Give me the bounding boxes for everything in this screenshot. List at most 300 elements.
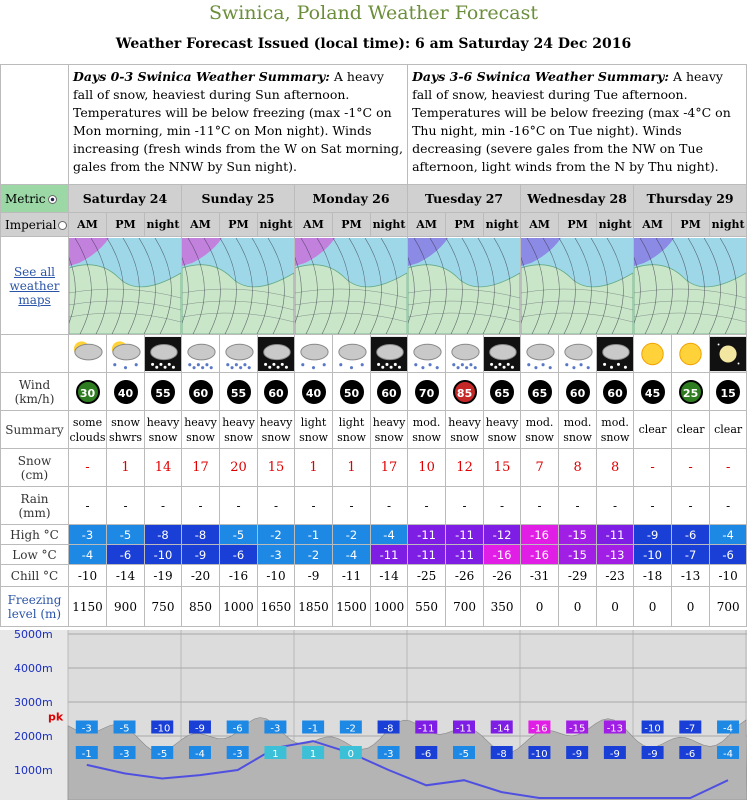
snow-cell-12: 7 [521, 449, 559, 487]
period-1: PM [107, 213, 145, 237]
summary-word-1: heavy [485, 415, 519, 429]
heavy-snow-icon [220, 336, 257, 372]
rain-unit-text: (mm) [18, 505, 51, 520]
peak-temp-value-9: -11 [418, 723, 435, 735]
summary-cell-8 [371, 411, 408, 449]
summary-cell-2 [145, 411, 182, 449]
rain-cell-11: - [484, 487, 521, 525]
peak-temp-value-13: -15 [568, 723, 586, 735]
rain-cell-7: - [333, 487, 371, 525]
period-4: PM [220, 213, 258, 237]
mod-snow-icon [408, 336, 445, 372]
snow-label [1, 449, 69, 487]
high-temp-cell-10: -11 [446, 525, 484, 545]
day-header-1: Sunday 25 [182, 185, 295, 213]
weather-icon-cell-9 [408, 335, 446, 373]
period-13: PM [559, 213, 597, 237]
mountain-profile-chart [0, 630, 747, 800]
summary-word-1: heavy [259, 415, 293, 429]
wind-arrow-icon: 15 [716, 380, 740, 404]
wind-arrow-icon: 25 [679, 380, 703, 404]
wind-arrow-icon: 65 [528, 380, 552, 404]
pressure-map-icon[interactable] [182, 238, 294, 334]
summary-right-title: Days 3-6 Swinica Weather Summary: [412, 69, 669, 84]
snow-cell-3: 17 [182, 449, 220, 487]
wind-cell-11 [484, 373, 521, 411]
base-temp-value-4: -3 [232, 749, 243, 760]
summary-word-2: snow [261, 430, 291, 444]
metric-toggle[interactable] [1, 185, 69, 213]
weather-icon-cell-3 [182, 335, 220, 373]
period-15: AM [634, 213, 672, 237]
period-6: AM [295, 213, 333, 237]
chill-cell-4: -16 [220, 565, 258, 587]
peak-temp-value-7: -2 [345, 723, 356, 735]
summary-word-2: snow [186, 430, 215, 444]
wind-cell-4 [220, 373, 258, 411]
base-temp-value-3: -4 [194, 749, 205, 760]
high-temp-label: High °C [1, 525, 69, 545]
summary-cell-0 [69, 411, 107, 449]
day-header-3: Tuesday 27 [408, 185, 521, 213]
forecast-table [0, 64, 747, 627]
high-temp-cell-16: -6 [672, 525, 710, 545]
period-0: AM [69, 213, 107, 237]
chill-cell-2: -19 [145, 565, 182, 587]
weather-icon-cell-10 [446, 335, 484, 373]
summary-word-2: snow [487, 430, 517, 444]
day-header-0: Saturday 24 [69, 185, 182, 213]
low-temp-cell-9: -11 [408, 545, 446, 565]
weather-map-2[interactable] [295, 237, 408, 335]
pressure-map-icon[interactable] [69, 238, 181, 334]
high-temp-cell-4: -5 [220, 525, 258, 545]
rain-label [1, 487, 69, 525]
snow-showers-icon [107, 336, 144, 372]
wind-unit-text: (km/h) [14, 391, 55, 406]
summary-word-2: snow [224, 430, 253, 444]
low-temp-cell-1: -6 [107, 545, 145, 565]
freezing-cell-2: 750 [145, 587, 182, 627]
weather-icon-cell-13 [559, 335, 597, 373]
wind-arrow-icon: 65 [490, 380, 514, 404]
summary-word-1: heavy [184, 415, 217, 429]
heavy-snow-icon [182, 336, 219, 372]
metric-radio-icon[interactable] [48, 195, 57, 204]
base-temp-value-9: -6 [421, 749, 432, 760]
summary-cell-1 [107, 411, 145, 449]
summary-word-1: clear [638, 423, 667, 436]
summary-word-1: heavy [222, 415, 255, 429]
chill-cell-5: -10 [258, 565, 295, 587]
high-temp-cell-5: -2 [258, 525, 295, 545]
wind-arrow-icon: 60 [264, 380, 288, 404]
high-temp-cell-2: -8 [145, 525, 182, 545]
period-5: night [258, 213, 295, 237]
chill-cell-8: -14 [371, 565, 408, 587]
low-temp-cell-11: -16 [484, 545, 521, 565]
freezing-cell-5: 1650 [258, 587, 295, 627]
light-snow-icon [295, 336, 332, 372]
weather-icon-cell-2 [145, 335, 182, 373]
snow-cell-6: 1 [295, 449, 333, 487]
summary-left-title: Days 0-3 Swinica Weather Summary: [73, 69, 330, 84]
high-temp-cell-8: -4 [371, 525, 408, 545]
summary-word-2: snow [412, 430, 441, 444]
freezing-label [1, 587, 69, 627]
peak-temp-value-6: -1 [308, 723, 319, 735]
peak-temp-value-0: -3 [81, 723, 92, 735]
base-temp-value-11: -8 [496, 749, 507, 760]
rain-cell-8: - [371, 487, 408, 525]
high-temp-cell-12: -16 [521, 525, 559, 545]
low-temp-cell-4: -6 [220, 545, 258, 565]
low-temp-cell-13: -15 [559, 545, 597, 565]
metric-label: Metric [5, 191, 46, 206]
summary-word-1: mod. [412, 415, 441, 429]
low-temp-cell-0: -4 [69, 545, 107, 565]
peak-temp-value-1: -5 [119, 723, 130, 735]
summary-cell-13 [559, 411, 597, 449]
summary-word-2: snow [525, 430, 554, 444]
weather-map-3[interactable] [408, 237, 521, 335]
rain-cell-15: - [634, 487, 672, 525]
altitude-tick-0: 5000m [14, 630, 53, 641]
summary-cell-4 [220, 411, 258, 449]
summary-word-2: snow [600, 430, 630, 444]
low-temp-cell-5: -3 [258, 545, 295, 565]
chill-cell-12: -31 [521, 565, 559, 587]
freezing-cell-10: 700 [446, 587, 484, 627]
wind-cell-8 [371, 373, 408, 411]
weather-icon-cell-14 [597, 335, 634, 373]
mod-snow-night-icon [597, 336, 633, 372]
high-temp-cell-0: -3 [69, 525, 107, 545]
high-temp-cell-9: -11 [408, 525, 446, 545]
chill-cell-9: -25 [408, 565, 446, 587]
wind-cell-9 [408, 373, 446, 411]
summary-cell-5 [258, 411, 295, 449]
period-3: AM [182, 213, 220, 237]
wind-arrow-icon: 70 [415, 380, 439, 404]
summary-right-text: A heavy fall of snow, heaviest during Tue afternoon. Temperatures will be below freezing (max -4°C on Thu night, min -16°C on Tue night). Winds decreasing (severe gales from the NW on Tue afternoon, light winds from the N by Thu night). [412, 69, 731, 174]
weather-map-5[interactable] [634, 237, 747, 335]
base-temp-value-6: 1 [309, 749, 317, 760]
snow-cell-9: 10 [408, 449, 446, 487]
base-temp-value-12: -10 [531, 749, 548, 760]
heavy-snow-night-icon [371, 336, 407, 372]
rain-cell-9: - [408, 487, 446, 525]
weather-icon-cell-0 [69, 335, 107, 373]
weather-icon-cell-15 [634, 335, 672, 373]
summary-word-1: heavy [146, 415, 180, 429]
high-temp-cell-1: -5 [107, 525, 145, 545]
peak-temp-value-14: -13 [606, 723, 624, 735]
period-16: PM [672, 213, 710, 237]
summary-left-text: A heavy fall of snow, heaviest during Sun afternoon. Temperatures will be below freezing (max -1°C on Mon morning, min -11°C on Mon night). Winds increasing (fresh winds from the W on Sat morning, gales from the NNW by Sun night). [73, 69, 403, 174]
high-temp-cell-14: -11 [597, 525, 634, 545]
wind-arrow-icon: 55 [151, 380, 175, 404]
summary-cell-11 [484, 411, 521, 449]
weather-icon-cell-1 [107, 335, 145, 373]
snow-cell-0: - [69, 449, 107, 487]
snow-cell-13: 8 [559, 449, 597, 487]
summary-days-0-3 [69, 65, 408, 185]
summary-word-1: mod. [563, 415, 592, 429]
freezing-cell-17: 700 [710, 587, 747, 627]
clear-moon-icon [710, 336, 746, 372]
pressure-map-icon[interactable] [295, 238, 407, 334]
low-temp-cell-17: -6 [710, 545, 747, 565]
wind-cell-6 [295, 373, 333, 411]
wind-arrow-icon: 60 [189, 380, 213, 404]
chill-cell-15: -18 [634, 565, 672, 587]
high-temp-cell-6: -1 [295, 525, 333, 545]
summary-cell-10 [446, 411, 484, 449]
low-temp-label: Low °C [1, 545, 69, 565]
peak-temp-value-17: -4 [723, 723, 734, 735]
rain-cell-3: - [182, 487, 220, 525]
base-temp-value-14: -9 [609, 749, 620, 760]
wind-cell-13 [559, 373, 597, 411]
imperial-label: Imperial [5, 217, 57, 232]
freezing-cell-7: 1500 [333, 587, 371, 627]
weather-icon-cell-7 [333, 335, 371, 373]
weather-icon-cell-17 [710, 335, 747, 373]
weather-map-0[interactable] [69, 237, 182, 335]
snow-cell-16: - [672, 449, 710, 487]
weather-map-4[interactable] [521, 237, 634, 335]
low-temp-cell-16: -7 [672, 545, 710, 565]
freezing-cell-8: 1000 [371, 587, 408, 627]
wind-arrow-icon: 45 [641, 380, 665, 404]
low-temp-cell-3: -9 [182, 545, 220, 565]
summary-cell-14 [597, 411, 634, 449]
summary-word-1: light [300, 415, 327, 429]
rain-cell-4: - [220, 487, 258, 525]
summary-word-2: snow [148, 430, 178, 444]
snow-cell-14: 8 [597, 449, 634, 487]
weather-map-1[interactable] [182, 237, 295, 335]
freezing-unit-text: level (m) [7, 606, 62, 621]
summary-word-1: clear [676, 423, 705, 436]
low-temp-cell-14: -13 [597, 545, 634, 565]
period-7: PM [333, 213, 371, 237]
period-12: AM [521, 213, 559, 237]
chill-cell-17: -10 [710, 565, 747, 587]
wind-label-text: Wind [18, 377, 51, 392]
summary-word-2: snow [337, 430, 366, 444]
freezing-cell-1: 900 [107, 587, 145, 627]
rain-cell-5: - [258, 487, 295, 525]
high-temp-cell-3: -8 [182, 525, 220, 545]
wind-cell-3 [182, 373, 220, 411]
maps-link-cell [1, 237, 69, 335]
chill-cell-0: -10 [69, 565, 107, 587]
freezing-cell-14: 0 [597, 587, 634, 627]
wind-arrow-icon: 60 [603, 380, 627, 404]
peak-temp-value-2: -10 [154, 723, 171, 735]
weather-icon-label [1, 335, 69, 373]
peak-temp-value-8: -8 [383, 723, 394, 735]
rain-cell-0: - [69, 487, 107, 525]
wind-cell-5 [258, 373, 295, 411]
summary-cell-9 [408, 411, 446, 449]
summary-cell-16 [672, 411, 710, 449]
peak-temp-value-5: -3 [270, 723, 281, 735]
high-temp-cell-17: -4 [710, 525, 747, 545]
base-temp-value-1: -3 [119, 749, 130, 760]
heavy-snow-icon [446, 336, 483, 372]
peak-temp-value-12: -16 [531, 723, 548, 735]
weather-icon-cell-12 [521, 335, 559, 373]
rain-cell-14: - [597, 487, 634, 525]
clear-sun-icon [672, 336, 709, 372]
pressure-map-icon[interactable] [408, 238, 520, 334]
freezing-cell-4: 1000 [220, 587, 258, 627]
rain-cell-1: - [107, 487, 145, 525]
wind-cell-10 [446, 373, 484, 411]
chill-cell-1: -14 [107, 565, 145, 587]
wind-cell-2 [145, 373, 182, 411]
snow-unit-text: (cm) [20, 467, 49, 482]
mod-snow-icon [521, 336, 558, 372]
day-header-5: Thursday 29 [634, 185, 747, 213]
rain-cell-16: - [672, 487, 710, 525]
base-temp-value-7: 0 [347, 749, 355, 760]
pressure-map-icon[interactable] [634, 238, 746, 334]
snow-cell-4: 20 [220, 449, 258, 487]
imperial-toggle[interactable] [1, 213, 69, 237]
period-2: night [145, 213, 182, 237]
summary-word-2: snow [450, 430, 479, 444]
snow-cell-15: - [634, 449, 672, 487]
peak-temp-value-4: -6 [232, 723, 243, 735]
day-header-4: Wednesday 28 [521, 185, 634, 213]
snow-cell-17: - [710, 449, 747, 487]
summary-cell-12 [521, 411, 559, 449]
altitude-tick-4: 1000m [14, 764, 53, 777]
summary-word-1: some [72, 415, 103, 429]
freezing-cell-16: 0 [672, 587, 710, 627]
base-temp-value-16: -6 [685, 749, 696, 760]
snow-cell-11: 15 [484, 449, 521, 487]
snow-cell-7: 1 [333, 449, 371, 487]
chill-cell-10: -26 [446, 565, 484, 587]
snow-label-text: Snow [17, 453, 52, 468]
wind-arrow-icon: 85 [453, 380, 477, 404]
peak-temp-value-15: -10 [644, 723, 661, 735]
low-temp-cell-12: -16 [521, 545, 559, 565]
rain-cell-10: - [446, 487, 484, 525]
period-14: night [597, 213, 634, 237]
high-temp-cell-15: -9 [634, 525, 672, 545]
base-temp-value-10: -5 [459, 749, 469, 760]
period-17: night [710, 213, 747, 237]
wind-cell-1 [107, 373, 145, 411]
peak-temp-value-10: -11 [455, 723, 473, 735]
summary-word-2: shwrs [108, 430, 143, 444]
chill-cell-7: -11 [333, 565, 371, 587]
summary-word-1: mod. [601, 415, 629, 429]
wind-arrow-icon: 60 [566, 380, 590, 404]
wind-cell-16 [672, 373, 710, 411]
base-temp-value-17: -4 [723, 749, 734, 760]
low-temp-cell-15: -10 [634, 545, 672, 565]
summary-word-2: snow [374, 430, 404, 444]
wind-arrow-icon: 40 [114, 380, 138, 404]
wind-arrow-icon: 30 [76, 380, 100, 404]
base-temp-value-2: -5 [157, 749, 168, 760]
high-temp-cell-13: -15 [559, 525, 597, 545]
chill-cell-11: -26 [484, 565, 521, 587]
wind-cell-15 [634, 373, 672, 411]
weather-icon-cell-16 [672, 335, 710, 373]
chill-cell-3: -20 [182, 565, 220, 587]
freezing-cell-11: 350 [484, 587, 521, 627]
altitude-tick-2: 3000m [14, 696, 53, 709]
day-header-2: Monday 26 [295, 185, 408, 213]
clear-sun-icon [634, 336, 671, 372]
chill-cell-6: -9 [295, 565, 333, 587]
rain-cell-2: - [145, 487, 182, 525]
period-8: night [371, 213, 408, 237]
summary-word-1: heavy [448, 415, 481, 429]
chill-cell-13: -29 [559, 565, 597, 587]
wind-cell-0 [69, 373, 107, 411]
low-temp-cell-6: -2 [295, 545, 333, 565]
weather-icon-cell-8 [371, 335, 408, 373]
wind-label [1, 373, 69, 411]
wind-arrow-icon: 50 [340, 380, 364, 404]
chill-cell-16: -13 [672, 565, 710, 587]
low-temp-cell-7: -4 [333, 545, 371, 565]
wind-arrow-icon: 60 [377, 380, 401, 404]
summary-cell-7 [333, 411, 371, 449]
summary-word-1: snow [111, 415, 140, 429]
summary-word-2: snow [299, 430, 328, 444]
summary-word-1: clear [714, 423, 743, 436]
rain-cell-17: - [710, 487, 747, 525]
freezing-cell-9: 550 [408, 587, 446, 627]
period-9: AM [408, 213, 446, 237]
light-snow-icon [333, 336, 370, 372]
wind-arrow-icon: 55 [227, 380, 251, 404]
peak-temp-value-16: -7 [685, 723, 696, 735]
pressure-map-icon[interactable] [521, 238, 633, 334]
period-10: PM [446, 213, 484, 237]
summary-word-2: clouds [69, 430, 106, 444]
rain-cell-13: - [559, 487, 597, 525]
freezing-label-text: Freezing [7, 592, 62, 607]
see-all-maps-link[interactable]: See all weather maps [9, 264, 60, 307]
imperial-radio-icon[interactable] [58, 221, 67, 230]
high-temp-cell-7: -2 [333, 525, 371, 545]
base-temp-value-0: -1 [81, 749, 92, 760]
wind-cell-7 [333, 373, 371, 411]
summary-word-1: light [338, 415, 365, 429]
summary-label: Summary [1, 411, 69, 449]
high-temp-cell-11: -12 [484, 525, 521, 545]
base-temp-value-13: -9 [572, 749, 583, 760]
heavy-snow-night-icon [145, 336, 181, 372]
wind-cell-14 [597, 373, 634, 411]
freezing-cell-6: 1850 [295, 587, 333, 627]
altitude-tick-1: 4000m [14, 662, 53, 675]
freezing-cell-3: 850 [182, 587, 220, 627]
low-temp-cell-10: -11 [446, 545, 484, 565]
mod-snow-icon [559, 336, 596, 372]
